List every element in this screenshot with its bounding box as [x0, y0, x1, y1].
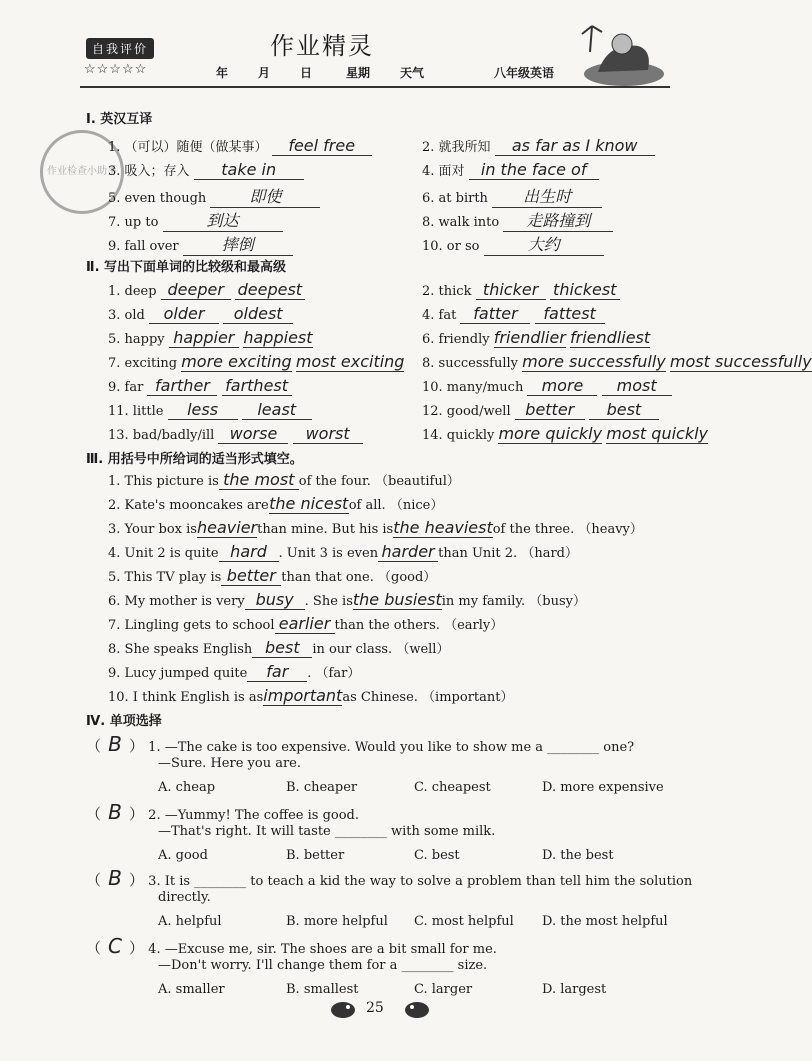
s2-superlative-14[interactable]: most quickly — [606, 424, 709, 443]
s3-answer-1[interactable]: the most — [219, 470, 299, 490]
s1-answer-3[interactable]: take in — [194, 160, 304, 180]
s3-item-3: 3. Your box isheavierthan mine. But his isthe heaviestof the three. （heavy） — [108, 518, 643, 537]
homework-checker-stamp: 作业检查小助手 — [40, 130, 124, 214]
mc-2-option-c[interactable]: C. best — [414, 848, 460, 863]
s3-answer-4b[interactable]: harder — [378, 542, 438, 562]
s3-answer-3a[interactable]: heavier — [196, 518, 258, 537]
mc-2-option-d[interactable]: D. the best — [542, 848, 614, 863]
self-evaluation-badge: 自我评价 — [86, 38, 154, 59]
page-number: 25 — [366, 1000, 384, 1016]
s1-answer-2[interactable]: as far as I know — [495, 136, 655, 156]
mc-1-option-c[interactable]: C. cheapest — [414, 780, 491, 795]
mc-question-4: （ C ） 4. —Excuse me, sir. The shoes are a bit small for me. — [86, 934, 497, 958]
mc-question-2: （ B ） 2. —Yummy! The coffee is good. — [86, 800, 360, 824]
s2-comparative-9[interactable]: farther — [147, 376, 217, 396]
s2-superlative-9[interactable]: farthest — [222, 376, 292, 396]
s3-answer-10[interactable]: important — [263, 686, 343, 705]
s2-superlative-5[interactable]: happiest — [243, 328, 313, 347]
s1-answer-8[interactable]: 走路撞到 — [503, 208, 613, 232]
mc-2-option-b[interactable]: B. better — [286, 848, 345, 863]
s3-item-7: 7. Lingling gets to school earlier than the others. （early） — [108, 614, 504, 633]
section-1-title: Ⅰ. 英汉互译 — [86, 112, 153, 127]
s2-item-9: 9. far farther farthest — [108, 376, 292, 396]
s2-comparative-8[interactable]: more successfully — [522, 352, 666, 371]
weather-field: 天气 — [400, 66, 425, 80]
mc-1-option-d[interactable]: D. more expensive — [542, 780, 664, 795]
s2-comparative-11[interactable]: less — [168, 400, 238, 420]
s1-item-6: 6. at birth 出生时 — [422, 184, 602, 208]
s3-answer-2[interactable]: the nicest — [269, 494, 349, 513]
s2-comparative-1[interactable]: deeper — [161, 280, 231, 300]
s2-superlative-6[interactable]: friendliest — [570, 328, 651, 347]
s2-comparative-13[interactable]: worse — [218, 424, 288, 444]
s3-answer-6a[interactable]: busy — [245, 590, 305, 610]
bird-left-icon — [328, 998, 358, 1020]
mc-answer-4[interactable]: C — [108, 934, 122, 958]
s3-item-1: 1. This picture is the most of the four. （beautiful） — [108, 470, 460, 489]
mc-3-option-b[interactable]: B. more helpful — [286, 914, 388, 929]
s2-superlative-3[interactable]: oldest — [223, 304, 293, 324]
s1-item-10: 10. or so 大约 — [422, 232, 604, 256]
s2-item-1: 1. deep deeper deepest — [108, 280, 305, 300]
s2-item-11: 11. little less least — [108, 400, 312, 420]
year-field: 年 — [216, 66, 229, 80]
s1-answer-1[interactable]: feel free — [272, 136, 372, 156]
s3-item-8: 8. She speaks English best in our class. （well） — [108, 638, 450, 657]
s3-item-10: 10. I think English is asimportantas Chinese. （important） — [108, 686, 514, 705]
mc-question-2-line2: —That's right. It will taste ________ with some milk. — [158, 824, 496, 839]
s2-superlative-12[interactable]: best — [589, 400, 659, 420]
s2-item-12: 12. good/well better best — [422, 400, 659, 420]
s1-answer-6[interactable]: 出生时 — [492, 184, 602, 208]
s2-item-14: 14. quickly more quickly most quickly — [422, 424, 709, 443]
mc-4-option-b[interactable]: B. smallest — [286, 982, 359, 997]
s3-answer-7[interactable]: earlier — [275, 614, 335, 634]
s2-superlative-10[interactable]: most — [602, 376, 672, 396]
mc-1-option-a[interactable]: A. cheap — [158, 780, 216, 795]
mc-2-option-a[interactable]: A. good — [158, 848, 208, 863]
s2-item-2: 2. thick thicker thickest — [422, 280, 620, 300]
mc-answer-2[interactable]: B — [108, 800, 122, 824]
s1-item-1: 1. （可以）随便（做某事） feel free — [108, 136, 372, 156]
s2-superlative-2[interactable]: thickest — [550, 280, 620, 300]
s1-item-5: 5. even though 即使 — [108, 184, 320, 208]
day-field: 日 — [300, 66, 313, 80]
mc-3-option-d[interactable]: D. the most helpful — [542, 914, 668, 929]
s2-item-5: 5. happy happier happiest — [108, 328, 313, 347]
s3-answer-4a[interactable]: hard — [219, 542, 279, 562]
s2-item-8: 8. successfully more successfully most successfully — [422, 352, 812, 371]
month-field: 月 — [258, 66, 271, 80]
s2-superlative-13[interactable]: worst — [293, 424, 363, 444]
s1-item-8: 8. walk into 走路撞到 — [422, 208, 613, 232]
s2-item-3: 3. old older oldest — [108, 304, 293, 324]
section-3-title: Ⅲ. 用括号中所给词的适当形式填空。 — [86, 452, 303, 467]
mc-1-option-b[interactable]: B. cheaper — [286, 780, 358, 795]
s2-comparative-4[interactable]: fatter — [460, 304, 530, 324]
s3-answer-6b[interactable]: the busiest — [352, 590, 442, 609]
mc-question-4-line2: —Don't worry. I'll change them for a ________ size. — [158, 958, 488, 973]
s2-superlative-11[interactable]: least — [242, 400, 312, 420]
mc-question-1: （ B ） 1. —The cake is too expensive. Would you like to show me a ________ one? — [86, 732, 635, 756]
s2-item-6: 6. friendly friendlier friendliest — [422, 328, 651, 347]
s2-comparative-3[interactable]: older — [149, 304, 219, 324]
s3-answer-8[interactable]: best — [252, 638, 312, 658]
section-4-title: Ⅳ. 单项选择 — [86, 714, 162, 729]
mc-question-1-line2: —Sure. Here you are. — [158, 756, 301, 771]
s2-item-4: 4. fat fatter fattest — [422, 304, 605, 324]
brand-title: 作业精灵 — [270, 32, 374, 60]
s2-item-10: 10. many/much more most — [422, 376, 672, 396]
header-divider — [80, 86, 670, 88]
s2-comparative-6[interactable]: friendlier — [493, 328, 566, 347]
mc-question-3: （ B ） 3. It is ________ to teach a kid the way to solve a problem than tell him the solution — [86, 866, 693, 890]
bird-right-icon — [402, 998, 432, 1020]
s3-answer-9[interactable]: far — [247, 662, 307, 682]
s2-superlative-8[interactable]: most successfully — [669, 352, 812, 371]
s2-superlative-7[interactable]: most exciting — [295, 352, 405, 371]
mc-4-option-d[interactable]: D. largest — [542, 982, 607, 997]
mc-3-option-a[interactable]: A. helpful — [158, 914, 222, 929]
weekday-field: 星期 — [346, 66, 371, 80]
s1-item-4: 4. 面对 in the face of — [422, 160, 599, 180]
s2-comparative-10[interactable]: more — [527, 376, 597, 396]
s1-item-9: 9. fall over 摔倒 — [108, 232, 293, 256]
s1-answer-5[interactable]: 即使 — [210, 184, 320, 208]
s2-comparative-14[interactable]: more quickly — [498, 424, 603, 443]
subject-field: 八年级英语 — [494, 66, 555, 80]
s2-superlative-1[interactable]: deepest — [235, 280, 305, 300]
s1-item-2: 2. 就我所知 as far as I know — [422, 136, 655, 156]
s2-item-7: 7. exciting more exciting most exciting — [108, 352, 405, 371]
s3-item-5: 5. This TV play is better than that one. （good） — [108, 566, 437, 585]
s2-item-13: 13. bad/badly/ill worse worst — [108, 424, 363, 444]
s3-item-6: 6. My mother is very busy . She isthe busiestin my family. （busy） — [108, 590, 587, 609]
mc-4-option-c[interactable]: C. larger — [414, 982, 473, 997]
s1-answer-9[interactable]: 摔倒 — [183, 232, 293, 256]
mc-4-option-a[interactable]: A. smaller — [158, 982, 225, 997]
mc-3-option-c[interactable]: C. most helpful — [414, 914, 514, 929]
s3-item-4: 4. Unit 2 is quite hard . Unit 3 is even harder than Unit 2. （hard） — [108, 542, 578, 561]
s1-item-3: 3. 吸入；存入 take in — [108, 160, 304, 180]
s3-answer-5[interactable]: better — [221, 566, 281, 586]
surfer-illustration-icon — [578, 22, 670, 90]
s1-answer-7[interactable]: 到达 — [163, 208, 283, 232]
s2-comparative-2[interactable]: thicker — [476, 280, 546, 300]
mc-answer-3[interactable]: B — [108, 866, 122, 890]
s1-item-7: 7. up to 到达 — [108, 208, 283, 232]
s2-superlative-4[interactable]: fattest — [535, 304, 605, 324]
s2-comparative-7[interactable]: more exciting — [181, 352, 292, 371]
rating-stars: ☆☆☆☆☆ — [84, 62, 148, 77]
s3-item-2: 2. Kate's mooncakes arethe nicestof all. （nice） — [108, 494, 444, 513]
s3-item-9: 9. Lucy jumped quite far . （far） — [108, 662, 361, 681]
s1-answer-10[interactable]: 大约 — [484, 232, 604, 256]
mc-question-3-line2: directly. — [158, 890, 211, 905]
s1-answer-4[interactable]: in the face of — [469, 160, 599, 180]
s2-comparative-5[interactable]: happier — [169, 328, 239, 348]
section-2-title: Ⅱ. 写出下面单词的比较级和最高级 — [86, 260, 287, 275]
s2-comparative-12[interactable]: better — [515, 400, 585, 420]
mc-answer-1[interactable]: B — [108, 732, 122, 756]
s3-answer-3b[interactable]: the heaviest — [393, 518, 493, 537]
